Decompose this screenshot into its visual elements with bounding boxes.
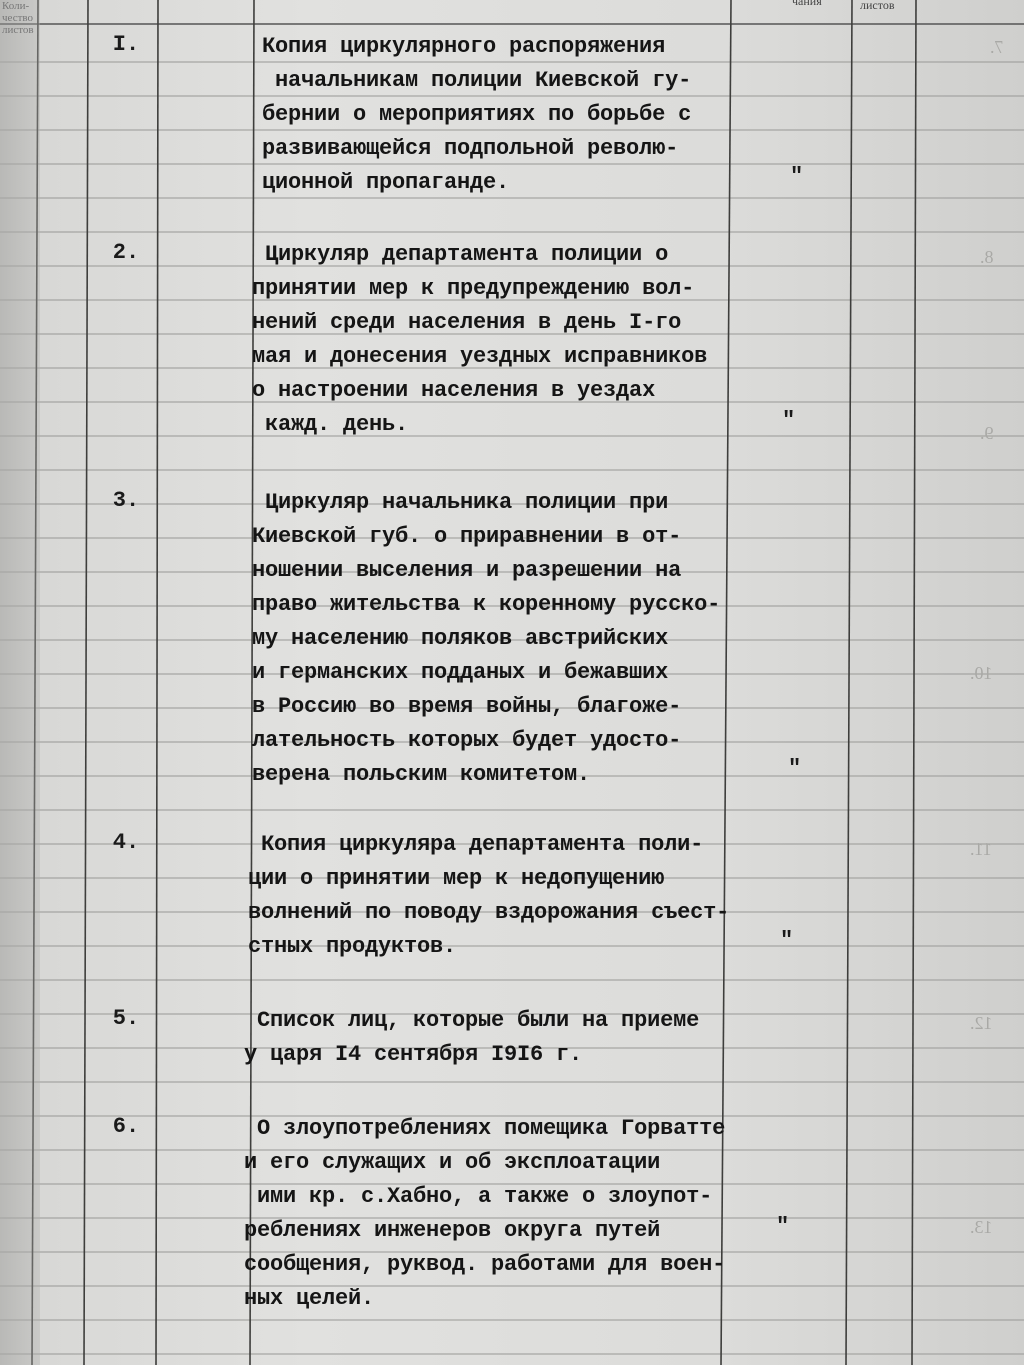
entry-line: ими кр. с.Хабно, а также о злоупот- <box>244 1184 713 1209</box>
bleed-number: 7. <box>990 37 1004 57</box>
entry-line: в Россию во время войны, благоже- <box>252 694 682 719</box>
entry-line: ношении выселения и разрешении на <box>252 558 682 583</box>
entry-text <box>244 1004 744 1072</box>
entry-line: реблениях инженеров округа путей <box>244 1218 661 1243</box>
entry-text <box>262 30 762 200</box>
entry-line: и германских подданых и бежавших <box>252 660 669 685</box>
header-sheets-label: листов <box>860 0 895 12</box>
entry-number: 6. <box>112 1114 140 1139</box>
entry-text <box>244 1112 744 1316</box>
entry-line: ционной пропаганде. <box>262 170 510 195</box>
bleed-number: 13. <box>970 1217 993 1237</box>
entry-line: Список лиц, которые были на приеме <box>244 1008 700 1033</box>
entry-line: Циркуляр начальника полиции при <box>252 490 669 515</box>
bleed-number: 12. <box>970 1013 993 1033</box>
bleed-number: 8. <box>980 247 994 267</box>
entry-line: стных продуктов. <box>248 934 457 959</box>
entry-line: и его служащих и об эксплоатации <box>244 1150 661 1175</box>
entry-number: I. <box>112 32 140 57</box>
header-sheet-count-label: Коли- чество листов <box>2 0 34 36</box>
entry-text <box>252 238 752 442</box>
entry-number: 5. <box>112 1006 140 1031</box>
entry-line: Циркуляр департамента полиции о <box>252 242 669 267</box>
header-notes-label: чания <box>792 0 822 8</box>
entry-line: у царя I4 сентября I9I6 г. <box>244 1042 583 1067</box>
entry-line: кажд. день. <box>252 412 409 437</box>
entry-text <box>248 828 748 964</box>
entry-line: О злоупотреблениях помещика Горватте <box>244 1116 726 1141</box>
ditto-mark: " <box>790 164 804 189</box>
entry-line: Копия циркуляра департамента поли- <box>248 832 704 857</box>
ditto-mark: " <box>776 1214 790 1239</box>
entry-line: бернии о мероприятиях по борьбе с <box>262 102 692 127</box>
entry-number: 4. <box>112 830 140 855</box>
entry-number: 2. <box>112 240 140 265</box>
entry-line: ных целей. <box>244 1286 375 1311</box>
ditto-mark: " <box>782 408 796 433</box>
entry-line: принятии мер к предупреждению вол- <box>252 276 695 301</box>
entry-line: начальникам полиции Киевской гу- <box>262 68 692 93</box>
entry-line: ции о принятии мер к недопущению <box>248 866 665 891</box>
entry-number: 3. <box>112 488 140 513</box>
entry-line: волнений по поводу вздорожания съест- <box>248 900 730 925</box>
entry-line: мая и донесения уездных исправников <box>252 344 708 369</box>
entry-line: му населению поляков австрийских <box>252 626 669 651</box>
entry-line: Киевской губ. о приравнении в от- <box>252 524 682 549</box>
entry-line: верена польским комитетом. <box>252 762 591 787</box>
ditto-mark: " <box>780 928 794 953</box>
entry-line: лательность которых будет удосто- <box>252 728 682 753</box>
bleed-number: 9. <box>980 423 994 443</box>
entry-line: развивающейся подпольной револю- <box>262 136 679 161</box>
ditto-mark: " <box>788 756 802 781</box>
entry-line: право жительства к коренному русско- <box>252 592 721 617</box>
entry-text <box>252 486 752 792</box>
bleed-number: 11. <box>970 839 992 859</box>
entry-line: Копия циркулярного распоряжения <box>262 34 666 59</box>
entry-line: о настроении населения в уездах <box>252 378 656 403</box>
entry-line: нений среди населения в день I-го <box>252 310 682 335</box>
entry-line: сообщения, руквод. работами для воен- <box>244 1252 726 1277</box>
bleed-number: 10. <box>970 663 993 683</box>
